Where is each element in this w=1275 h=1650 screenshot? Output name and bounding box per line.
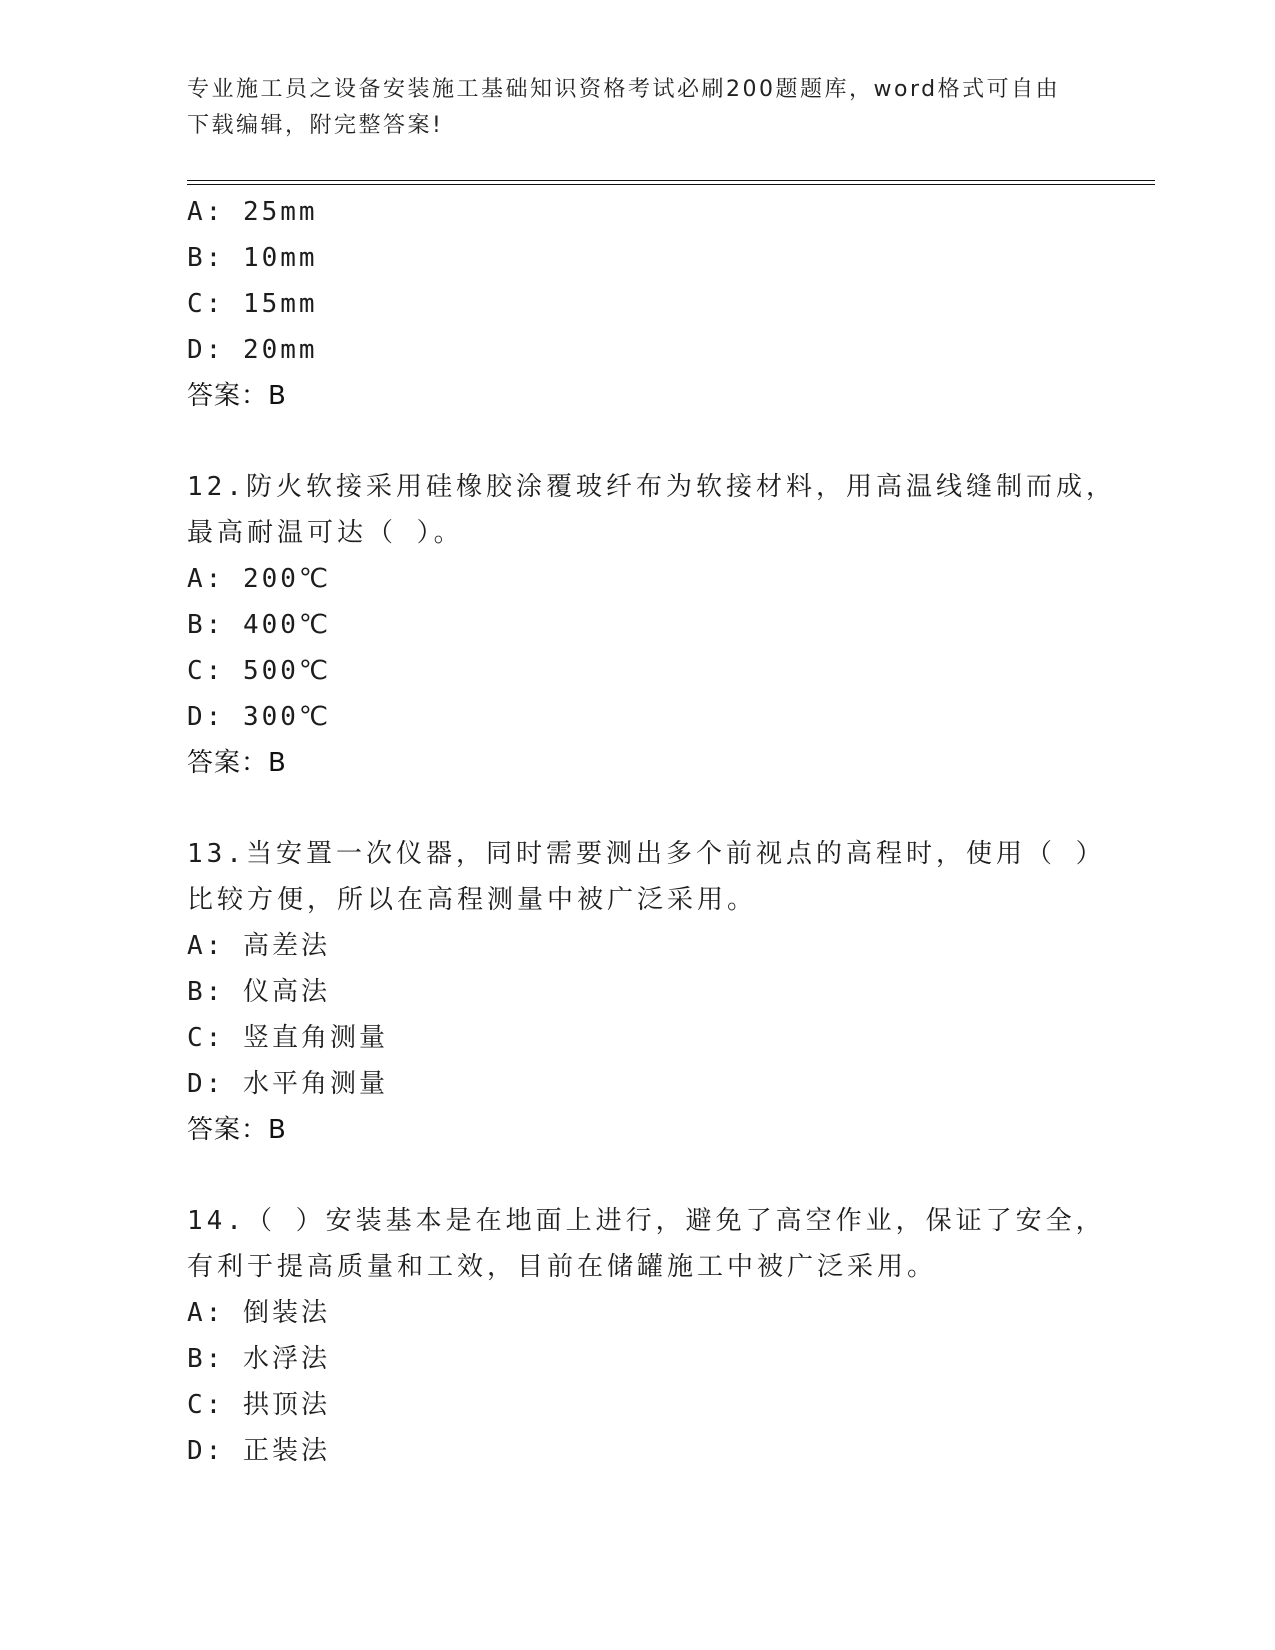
answer: 答案：B — [187, 748, 287, 778]
question-list — [187, 189, 1116, 1474]
option-b: B: 水浮法 — [187, 1344, 330, 1374]
option-a: A: 高差法 — [187, 931, 330, 961]
option-a: A: 倒装法 — [187, 1298, 330, 1328]
option-d: D: 水平角测量 — [187, 1069, 388, 1099]
header-divider-bottom — [187, 184, 1155, 185]
option-c: C: 15mm — [187, 289, 318, 319]
option-d: D: 300℃ — [187, 702, 332, 732]
option-a: A: 200℃ — [187, 564, 332, 594]
option-b: B: 400℃ — [187, 610, 332, 640]
question-stem-continued: 最高耐温可达（ ）。 — [187, 518, 464, 548]
option-d: D: 20mm — [187, 335, 318, 365]
option-d: D: 正装法 — [187, 1436, 330, 1466]
option-b: B: 10mm — [187, 243, 318, 273]
option-b: B: 仪高法 — [187, 977, 330, 1007]
question-14 — [187, 1198, 1106, 1474]
question-stem-continued: 有利于提高质量和工效，目前在储罐施工中被广泛采用。 — [187, 1252, 938, 1282]
question-stem: 12.防火软接采用硅橡胶涂覆玻纤布为软接材料，用高温线缝制而成， — [187, 472, 1116, 502]
question-stem: 14.（ ）安装基本是在地面上进行，避免了高空作业，保证了安全， — [187, 1206, 1106, 1236]
header-line-1: 专业施工员之设备安装施工基础知识资格考试必刷200题题库，word格式可自由 — [187, 77, 1061, 102]
question-stem: 13.当安置一次仪器，同时需要测出多个前视点的高程时，使用（ ） — [187, 839, 1106, 869]
option-a: A: 25mm — [187, 197, 318, 227]
header-line-2: 下载编辑，附完整答案! — [187, 113, 444, 138]
question-11-partial — [187, 189, 1087, 419]
answer: 答案：B — [187, 1115, 287, 1145]
option-c: C: 拱顶法 — [187, 1390, 330, 1420]
question-stem-continued: 比较方便，所以在高程测量中被广泛采用。 — [187, 885, 758, 915]
option-c: C: 竖直角测量 — [187, 1023, 388, 1053]
document-header — [187, 72, 1087, 144]
question-13 — [187, 831, 1106, 1153]
question-12 — [187, 464, 1116, 786]
option-c: C: 500℃ — [187, 656, 332, 686]
header-divider-top — [187, 180, 1155, 181]
answer: 答案：B — [187, 381, 287, 411]
